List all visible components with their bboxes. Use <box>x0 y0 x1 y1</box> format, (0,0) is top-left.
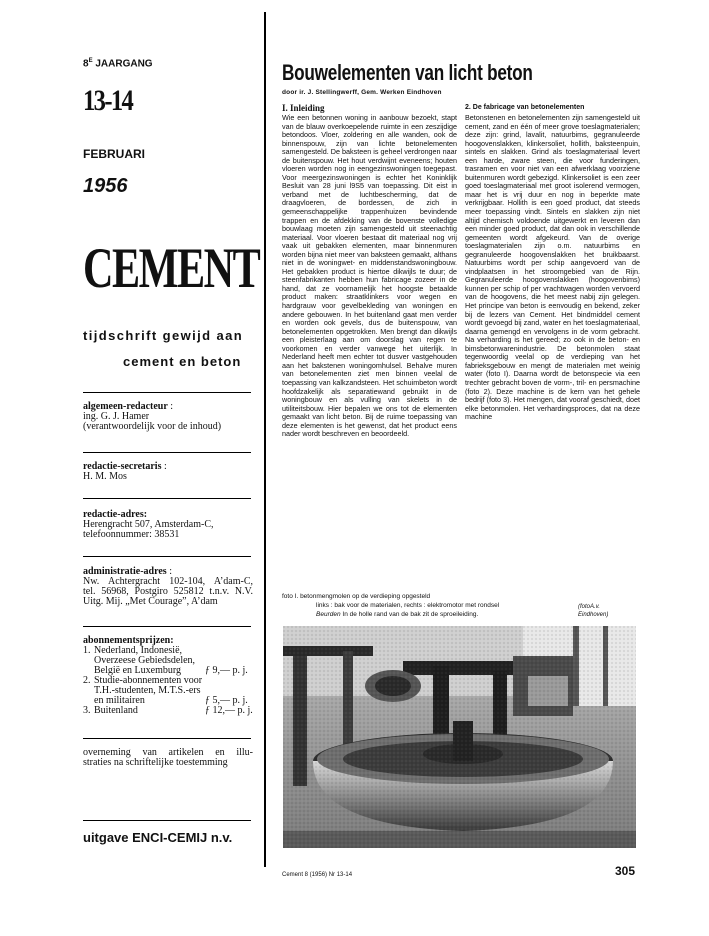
section-heading: 2. De fabricage van betonelementen <box>465 104 585 111</box>
concrete-mixer-photo <box>283 626 636 848</box>
sidebar-rule <box>83 820 251 821</box>
editorial-address-block <box>83 510 253 540</box>
secretary-heading: redactie-secretaris <box>83 461 162 472</box>
issue-month: FEBRUARI <box>83 147 145 161</box>
volume-number: 8 <box>83 58 89 70</box>
editor-block <box>83 402 253 432</box>
column-divider <box>264 12 266 867</box>
editor-note: (verantwoordelijk voor de inhoud) <box>83 421 222 432</box>
administration-colon: : <box>166 566 172 577</box>
sidebar-rule <box>83 626 251 627</box>
caption-line: links : bak voor de materialen, rechts : elektromotor met rondsel <box>316 602 500 609</box>
volume-text: JAARGANG <box>92 58 153 70</box>
subscription-heading: abonnementsprijzen: <box>83 635 174 646</box>
editorial-phone: telefoonnummer: 38531 <box>83 529 180 540</box>
editorial-address-heading: redactie-adres: <box>83 509 148 520</box>
sidebar-rule <box>83 452 251 453</box>
article-title: Bouwelementen van licht beton <box>282 60 533 85</box>
secretary-name: H. M. Mos <box>83 471 127 482</box>
administration-line: Nw. Achtergracht 102-104, A’dam-C, <box>83 576 253 587</box>
editor-colon: : <box>167 401 174 412</box>
page-footer-source: Cement 8 (1956) Nr 13-14 <box>282 872 353 878</box>
photo-credit: (fotoA.v. Eindhoven) <box>578 604 609 618</box>
issue-number: 13-14 <box>83 84 133 117</box>
page-number: 305 <box>615 864 636 878</box>
journal-title: CEMENT <box>83 237 260 300</box>
editorial-address-line: Herengracht 507, Amsterdam-C, <box>83 519 214 530</box>
caption-line: foto I. betonmengmolen op de verdieping opgesteld <box>282 593 431 600</box>
caption-line: Beurden In de holle rand van de bak zit de sproeileiding. <box>316 611 479 618</box>
subscription-item: 2. Studie-abonnementen voor <box>83 675 203 686</box>
tagline-line-2: cement en beton <box>123 354 242 369</box>
secretary-colon: : <box>161 461 167 472</box>
article-column-2 <box>465 102 640 422</box>
section-body: Betonstenen en betonelementen zijn samengesteld uit cement, zand en één of meer grove toeslagmaterialen; deze zijn: grind, lavalit, natuurbims, gegranuleerde hoogovenslakken, klinkersoliet, hollith, baksteenpuin, sintels en slakken. Grind als toeslagmateriaal levert een harde, zware steen, die voor funderingen, trasramen en voor niet van een afwerklaag voorziene buitenmuren wordt gebezigd. Klinkersoliet is een zeer goed toeslagmateriaal met groot isolerend vermogen, maar het is vrij duur en nog in beperkte mate verkrijgbaar. Hollith is een goed product, dat steeds meer toepassing vindt. Sintels en slakken zijn niet altijd chemisch voldoende uitgewerkt en leveren dan een minder goed product, dat dan ook in verschillende gemeenten wordt afgekeurd. Van de overige toeslagmaterialen zijn o.m. natuurbims en gegranuleerde hoogovenslakken het bruikbaarst. Natuurbims wordt per schip aangevoerd van de vindplaatsen in het stroomgebied van de Rijn. Gegranuleerde hoogovenslakken (hoogovenbims) kunnen per schip of per vrachtwagen worden vervoerd van de hoogovens, die het meest nabij zijn gelegen. Het principe van beton is eenvoudig en bekend, zeker bij de lezers van Cement. Het bindmiddel cement wordt gevoegd bij zand, water en het toeslagmateriaal, daarna gemengd en vervolgens in de vorm gebracht. Na verharding is het gereed; zo ook in de beton- en bimsbetonwarenindustrie. De betonmolen staat tegenwoordig veelal op de verdieping van het fabrieksgebouw en mengt de materialen met weinig water (foto I). Daarna wordt de betonspecie via een trechter gebracht boven de vorm-, tril- en persmachine (foto 2). Deze machine is de kern van het gehele bedrijf (foto 3). Het mengen, dat vooraf geschiedt, doet elke betonmolen. Het verhardingsproces, dat na deze machine <box>465 113 640 422</box>
administration-line: tel. 56968, Postgiro 525812 t.n.v. N.V. <box>83 586 253 597</box>
sidebar-rule <box>83 498 251 499</box>
sidebar-rule <box>83 392 251 393</box>
subscription-price: ƒ 5,— p. j. <box>205 695 248 706</box>
editor-name: ing. G. J. Hamer <box>83 411 150 422</box>
administration-heading: administratie-adres <box>83 566 167 577</box>
article-column-1 <box>282 102 457 439</box>
sidebar-rule <box>83 556 251 557</box>
article-byline: door ir. J. Stellingwerff, Gem. Werken Eindhoven <box>282 89 442 96</box>
section-body: Wie een betonnen woning in aanbouw bezoekt, stapt van de blauw overkoepelende ruimte in een zeszijdige betondoos. Vloer, zoldering en alle wanden, ook de binnenspouw, zijn van lichte betonelementen samengesteld. De baksteen is geheel verdrongen naar de buitenspouw. Het hout verdwijnt eveneens; houten vloeren worden nog in eengezinswoningen toegepast. Voor meergezinswoningen is echter het Koninklijk Besluit van 28 juni l9S5 van toepassing. Dit eist in verband met de luchtbescherming, dat de draagvloeren, de bordessen, de zich in gemeenschappelijke trappenhuizen bevindende trappen en de afdekking van de bovenste volledige bouwlaag moeten zijn samengesteld uit steenachtig materiaal. Voor vloeren bestaat dit materiaal nog vrij vaak uit gebakken elementen, maar binnenmuren worden bijna niet meer van baksteen gemaakt, althans niet in de woningwet- en middenstandswoningbouw. Het gebakken product is hiertoe dikwijls te duur; de steenfabrikanten hebben hun fabricage zozeer in de hand, dat ze voornamelijk het hoogste betaalde product maken: straatklinkers voor wegen en hardgrauw voor gevelbekleding van woningen en andere gebouwen. In het buitenland gaat men verder en worden ook gevels, dus de buitenspouw, van betonelementen opgetrokken. Men brengt dan dikwijls een pleisterlaag aan om doorslag van regen te voorkomen en verder vanwege het uiterlijk. In Nederland heeft men echter tot dusver vastgehouden aan het bakstenen woningomhulsel. Behalve muren van betonelementen ziet men binnen veelal de toepassing van kalkzandsteen. Het schuimbeton wordt hoofdzakelijk als separatiewand gebruikt in de woningbouw en als vulling van skelets in de utiliteitsbouw. Hier bepalen we ons tot de elementen gemaakt van licht beton. Bij de ruime toepassing van deze elementen is het gewenst, dat het product eens nader wordt beschreven en beoordeeld. <box>282 113 457 439</box>
issue-year: 1956 <box>83 175 128 197</box>
administration-line: Uitg. Mij. „Met Courage”, A’dam <box>83 596 218 607</box>
administration-block <box>83 567 253 607</box>
subscription-price: ƒ 9,— p. j. <box>205 665 248 676</box>
subscription-item: 3. Buitenland ƒ 12,— p. j. <box>83 705 253 716</box>
reproduction-notice: overneming van artikelen en illu- straties na schriftelijke toestemming <box>83 747 253 768</box>
editor-heading: algemeen-redacteur <box>83 401 168 412</box>
volume-label <box>83 58 153 69</box>
secretary-block <box>83 462 253 482</box>
section-heading: I. Inleiding <box>282 103 325 113</box>
subscription-item: 1. Nederland, Indonesië, <box>83 645 183 656</box>
tagline-line-1: tijdschrift gewijd aan <box>83 328 244 343</box>
publisher: uitgave ENCI-CEMIJ n.v. <box>83 830 233 845</box>
subscription-block: abonnementsprijzen: 1. Nederland, Indonesië, Overzeese Gebiedsdelen, België en Luxemburg ƒ 9,— p. j. 2. Studie-abonnementen voor T.H.-studenten, M.T.S.-ers en militairen ƒ 5,— p. j. 3. Buitenland ƒ 12,— p. j. <box>83 635 253 716</box>
volume-superscript: E <box>88 58 93 64</box>
subscription-price: ƒ 12,— p. j. <box>205 705 253 716</box>
sidebar-rule <box>83 738 251 739</box>
